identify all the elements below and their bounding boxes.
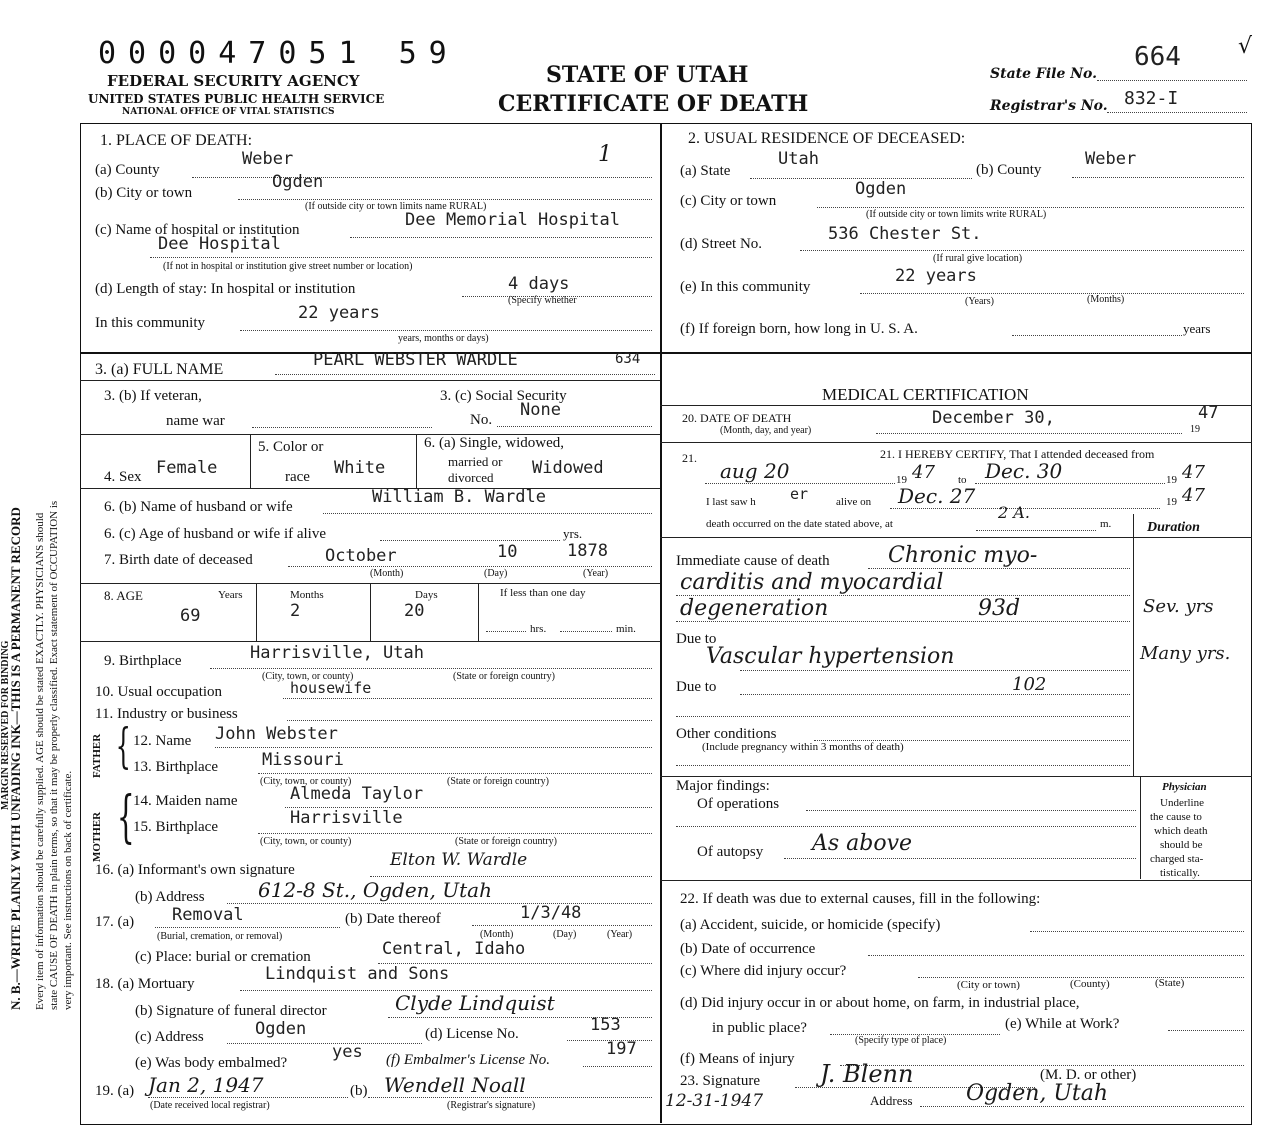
signature-label: 23. Signature: [680, 1073, 760, 1089]
due-to-label-1: Due to: [676, 631, 717, 647]
physician-note-2: Underline: [1160, 797, 1204, 809]
full-name-code: 634: [615, 351, 641, 367]
months-label: (Months): [1087, 294, 1125, 305]
death-city-note: (If outside city or town limits name RURAL): [305, 201, 487, 212]
age-days-label: Days: [415, 589, 438, 601]
attended-to-year: 47: [1182, 462, 1205, 483]
residence-title: 2. USUAL RESIDENCE OF DECEASED:: [688, 130, 966, 147]
immediate-cause-duration: Sev. yrs: [1143, 596, 1214, 617]
major-findings-label: Major findings:: [676, 778, 770, 794]
disposition-note: (Burial, cremation, or removal): [157, 931, 283, 942]
physician-signature: J. Blenn: [820, 1060, 914, 1088]
physician-note-4: which death: [1154, 825, 1208, 837]
street-label: (d) Street No.: [680, 236, 763, 252]
birthplace-note-1: (City, town, or county): [262, 671, 354, 682]
physician-note-3: the cause to: [1150, 811, 1202, 823]
burial-place: Central, Idaho: [382, 939, 526, 959]
length-of-stay-label: (d) Length of stay: In hospital or institution: [95, 281, 356, 297]
embalmer-license: 197: [606, 1039, 637, 1059]
autopsy-label: Of autopsy: [697, 844, 764, 860]
physician-note-6: charged sta-: [1150, 853, 1204, 865]
mother-brace-icon: {: [116, 785, 135, 850]
date-signed: 12-31-1947: [665, 1091, 764, 1111]
industry-label: 11. Industry or business: [95, 706, 238, 722]
mortuary-address: Ogden: [255, 1019, 307, 1039]
length-of-stay-note: (Specify whether: [508, 295, 577, 306]
community-duration: 22 years: [298, 303, 380, 323]
birth-year: 1878: [567, 541, 608, 561]
marital-label-2: married or: [448, 454, 503, 469]
date-of-death-label: 20. DATE OF DEATH: [682, 411, 792, 425]
dod-year-prefix: 19: [1190, 424, 1200, 435]
birth-date-label: 7. Birth date of deceased: [104, 552, 253, 568]
registrar-number: 832-I: [1124, 88, 1179, 109]
margin-binding-note: MARGIN RESERVED FOR BINDING: [0, 640, 11, 810]
spouse-age-unit: yrs.: [563, 526, 583, 541]
spouse-label: 6. (b) Name of husband or wife: [104, 499, 293, 515]
office-name: NATIONAL OFFICE OF VITAL STATISTICS: [122, 107, 335, 117]
hours-label: hrs.: [530, 623, 547, 635]
birth-day-note: (Day): [484, 568, 508, 579]
date-of-death-note: (Month, day, and year): [720, 425, 812, 436]
license-label: (d) License No.: [425, 1026, 519, 1042]
foreign-born-label: (f) If foreign born, how long in U. S. A.: [680, 321, 918, 337]
father-name: John Webster: [215, 724, 338, 744]
license-number: 153: [590, 1015, 621, 1035]
date-of-death-year: 47: [1198, 403, 1219, 423]
immediate-cause-label: Immediate cause of death: [676, 553, 830, 569]
immediate-cause-code: 93d: [978, 596, 1021, 621]
registrar-date-label: 19. (a): [95, 1083, 135, 1099]
due-to-code-2: 102: [1012, 674, 1047, 695]
physician-note-1: Physician: [1162, 781, 1207, 793]
last-saw-year: 47: [1182, 485, 1205, 506]
embalmer-license-label: (f) Embalmer's License No.: [386, 1052, 551, 1068]
margin-instruction-1: N. B.—WRITE PLAINLY WITH UNFADING INK—THIS IS A PERMANENT RECORD: [8, 507, 23, 1010]
father-bp-note-2: (State or foreign country): [447, 776, 549, 787]
mother-birthplace: Harrisville: [290, 808, 403, 828]
occupation-label: 10. Usual occupation: [95, 684, 223, 700]
residence-city-note: (If outside city or town limits write RURAL): [866, 209, 1047, 220]
years-label: (Years): [965, 296, 994, 307]
father-brace-icon: {: [115, 718, 131, 774]
age-years: 69: [180, 606, 201, 626]
injury-place-label: (d) Did injury occur in or about home, on farm, in industrial place,: [680, 995, 1080, 1011]
death-occurred-label: death occurred on the date stated above, at: [706, 518, 893, 530]
date-of-death: December 30,: [932, 408, 1055, 428]
age-years-label: Years: [218, 589, 243, 601]
registrar-received-date: Jan 2, 1947: [148, 1073, 264, 1097]
age-months-label: Months: [290, 589, 324, 601]
registrar-sig-label: (b): [350, 1083, 368, 1099]
spouse-name: William B. Wardle: [372, 487, 546, 507]
marital-status: Widowed: [532, 458, 604, 478]
due-to-cause-1: Vascular hypertension: [706, 644, 955, 669]
marital-label-1: 6. (a) Single, widowed,: [424, 435, 564, 451]
foreign-born-unit: years: [1183, 321, 1211, 336]
to-label: to: [958, 474, 967, 486]
informant-signature: Elton W. Wardle: [390, 850, 528, 870]
last-saw-her: er: [790, 485, 809, 503]
hospital-label: (c) Name of hospital or institution: [95, 222, 300, 238]
burial-day-note: (Day): [553, 929, 577, 940]
certificate-title: CERTIFICATE OF DEATH: [498, 91, 809, 117]
informant-address-label: (b) Address: [135, 889, 205, 905]
father-bp-note-1: (City, town, or county): [260, 776, 352, 787]
death-city: Ogden: [272, 172, 324, 192]
injury-county-note: (County): [1070, 978, 1110, 990]
death-time: 2 A.: [998, 503, 1030, 522]
full-name: PEARL WEBSTER WARDLE: [313, 350, 518, 370]
mother-label: MOTHER: [91, 811, 103, 862]
birthplace: Harrisville, Utah: [250, 643, 424, 663]
funeral-director-label: (b) Signature of funeral director: [135, 1003, 327, 1019]
margin-instruction-2: Every item of information should be carefully supplied. AGE should be stated EXACTLY. PHYSICIANS should: [34, 512, 46, 1010]
margin-instruction-4: very important. See instructions on back of certificate.: [62, 770, 74, 1010]
funeral-director-signature: Clyde Lindquist: [395, 991, 555, 1015]
from-year-prefix: 19: [896, 474, 907, 486]
injury-state-note: (State): [1155, 977, 1185, 989]
registrar-number-label: Registrar's No.: [990, 98, 1108, 114]
ssn-value: None: [520, 400, 561, 420]
certify-label: 21. I HEREBY CERTIFY, That I attended deceased from: [880, 447, 1155, 461]
medical-certification-title: MEDICAL CERTIFICATION: [822, 385, 1029, 404]
duration-label: Duration: [1147, 520, 1200, 535]
age-days: 20: [404, 601, 425, 621]
burial-date: 1/3/48: [520, 903, 582, 923]
birth-day: 10: [497, 542, 518, 562]
death-city-label: (b) City or town: [95, 185, 193, 201]
external-causes-title: 22. If death was due to external causes, fill in the following:: [680, 891, 1041, 907]
spouse-age-label: 6. (c) Age of husband or wife if alive: [104, 526, 327, 542]
father-birthplace-label: 13. Birthplace: [133, 759, 218, 775]
due-to-duration-1: Many yrs.: [1140, 643, 1231, 664]
street-address: 536 Chester St.: [828, 224, 982, 244]
injury-city-note: (City or town): [957, 979, 1020, 991]
minutes-label: min.: [616, 623, 636, 635]
am-label: m.: [1100, 518, 1112, 530]
mother-name-label: 14. Maiden name: [133, 793, 238, 809]
residence-city: Ogden: [855, 179, 907, 199]
residence-state: Utah: [778, 149, 819, 169]
burial-place-label: (c) Place: burial or cremation: [135, 949, 311, 965]
community-note: years, months or days): [398, 333, 489, 344]
veteran-label: 3. (b) If veteran,: [104, 388, 202, 404]
where-injury-label: (c) Where did injury occur?: [680, 963, 847, 979]
last-saw-date: Dec. 27: [898, 484, 976, 508]
death-county: Weber: [242, 149, 294, 169]
age-label: 8. AGE: [104, 588, 143, 603]
birth-month-note: (Month): [370, 568, 404, 579]
alive-on-label: alive on: [836, 496, 872, 508]
father-birthplace: Missouri: [262, 750, 344, 770]
immediate-cause-line-2: carditis and myocardial: [680, 570, 944, 595]
registrar-sig-note: (Registrar's signature): [447, 1100, 536, 1111]
mortuary-address-label: (c) Address: [135, 1029, 204, 1045]
place-of-death-title: 1. PLACE OF DEATH:: [100, 132, 253, 149]
birthplace-note-2: (State or foreign country): [453, 671, 555, 682]
occupation: housewife: [290, 679, 372, 697]
county-code-mark: 1: [598, 142, 612, 167]
informant-signature-label: 16. (a) Informant's own signature: [95, 862, 295, 878]
mortuary: Lindquist and Sons: [265, 964, 450, 984]
physician-note-5: should be: [1160, 839, 1203, 851]
due-to-label-2: Due to: [676, 679, 717, 695]
ssn-label: 3. (c) Social Security: [440, 388, 567, 404]
burial-year-note: (Year): [607, 929, 633, 940]
father-label: FATHER: [91, 733, 103, 778]
color-label: 5. Color or: [258, 439, 324, 455]
mother-bp-note-1: (City, town, or county): [260, 836, 352, 847]
residence-state-label: (a) State: [680, 163, 731, 179]
state-title: STATE OF UTAH: [546, 62, 749, 88]
hospital-name: Dee Memorial Hospital: [405, 210, 620, 230]
residence-county: Weber: [1085, 149, 1137, 169]
to-year-prefix: 19: [1166, 474, 1177, 486]
other-conditions-label: Other conditions: [676, 726, 777, 742]
hospital-name-2: Dee Hospital: [158, 234, 281, 254]
registrar-date-note: (Date received local registrar): [150, 1100, 270, 1111]
mother-birthplace-label: 15. Birthplace: [133, 819, 218, 835]
length-of-stay: 4 days: [508, 274, 570, 294]
attended-from-date: aug 20: [720, 459, 790, 483]
last-saw-year-prefix: 19: [1166, 496, 1177, 508]
under-one-day-label: If less than one day: [500, 587, 586, 599]
veteran-war-label: name war: [166, 413, 225, 429]
immediate-cause-line-3: degeneration: [680, 596, 829, 621]
race-value: White: [334, 458, 386, 478]
sex-value: Female: [156, 458, 218, 478]
attended-to-date: Dec. 30: [985, 459, 1063, 483]
residence-community: 22 years: [895, 266, 977, 286]
birth-year-note: (Year): [583, 568, 609, 579]
physician-address-label: Address: [870, 1093, 913, 1108]
date-of-occurrence-label: (b) Date of occurrence: [680, 941, 816, 957]
mother-maiden-name: Almeda Taylor: [290, 784, 424, 804]
injury-place-note: (Specify type of place): [855, 1035, 947, 1046]
file-number-stamp: 000047051 59: [98, 36, 459, 71]
ssn-no-label: No.: [470, 412, 493, 428]
physician-note-7: tistically.: [1160, 867, 1200, 879]
burial-date-label: (b) Date thereof: [345, 911, 441, 927]
mother-bp-note-2: (State or foreign country): [455, 836, 557, 847]
accident-label: (a) Accident, suicide, or homicide (specify): [680, 917, 941, 933]
agency-name: FEDERAL SECURITY AGENCY: [107, 72, 360, 90]
mortuary-label: 18. (a) Mortuary: [95, 976, 195, 992]
residence-county-label: (b) County: [976, 162, 1042, 178]
state-file-number: 664: [1134, 42, 1181, 72]
community-label: In this community: [95, 315, 205, 331]
attended-from-year: 47: [912, 462, 935, 483]
injury-place-label-2: in public place?: [712, 1020, 807, 1036]
service-name: UNITED STATES PUBLIC HEALTH SERVICE: [88, 92, 385, 106]
state-file-label: State File No.: [990, 66, 1098, 82]
birthplace-label: 9. Birthplace: [104, 653, 182, 669]
certify-label-number: 21.: [682, 451, 697, 465]
autopsy-findings: As above: [812, 831, 913, 856]
immediate-cause-line-1: Chronic myo-: [888, 543, 1038, 568]
residence-city-label: (c) City or town: [680, 193, 777, 209]
last-saw-label: I last saw h: [706, 496, 756, 508]
while-at-work-label: (e) While at Work?: [1005, 1016, 1120, 1032]
embalmed-label: (e) Was body embalmed?: [135, 1055, 288, 1071]
age-months: 2: [290, 601, 301, 621]
informant-address: 612-8 St., Ogden, Utah: [258, 878, 492, 902]
means-of-injury-label: (f) Means of injury: [680, 1051, 795, 1067]
check-mark-icon: √: [1238, 34, 1253, 59]
hospital-note: (If not in hospital or institution give street number or location): [163, 261, 413, 272]
physician-address: Ogden, Utah: [966, 1081, 1109, 1106]
father-name-label: 12. Name: [133, 733, 192, 749]
margin-instruction-3: state CAUSE OF DEATH in plain terms, so that it may be properly classified. Exact statement of OCCUPATION is: [48, 500, 60, 1010]
full-name-label: 3. (a) FULL NAME: [95, 361, 224, 378]
residence-community-label: (e) In this community: [680, 279, 811, 295]
death-county-label: (a) County: [95, 162, 160, 178]
street-note: (If rural give location): [933, 253, 1023, 264]
disposition: Removal: [172, 905, 244, 925]
sex-label: 4. Sex: [104, 469, 142, 485]
disposition-label: 17. (a): [95, 914, 135, 930]
operations-label: Of operations: [697, 796, 780, 812]
birth-month: October: [325, 546, 397, 566]
race-label: race: [285, 469, 310, 485]
md-label: (M. D. or other): [1040, 1067, 1137, 1083]
embalmed: yes: [332, 1042, 363, 1062]
burial-month-note: (Month): [480, 929, 514, 940]
other-conditions-note: (Include pregnancy within 3 months of death): [702, 741, 904, 753]
marital-label-3: divorced: [448, 470, 494, 485]
registrar-signature: Wendell Noall: [384, 1073, 526, 1097]
